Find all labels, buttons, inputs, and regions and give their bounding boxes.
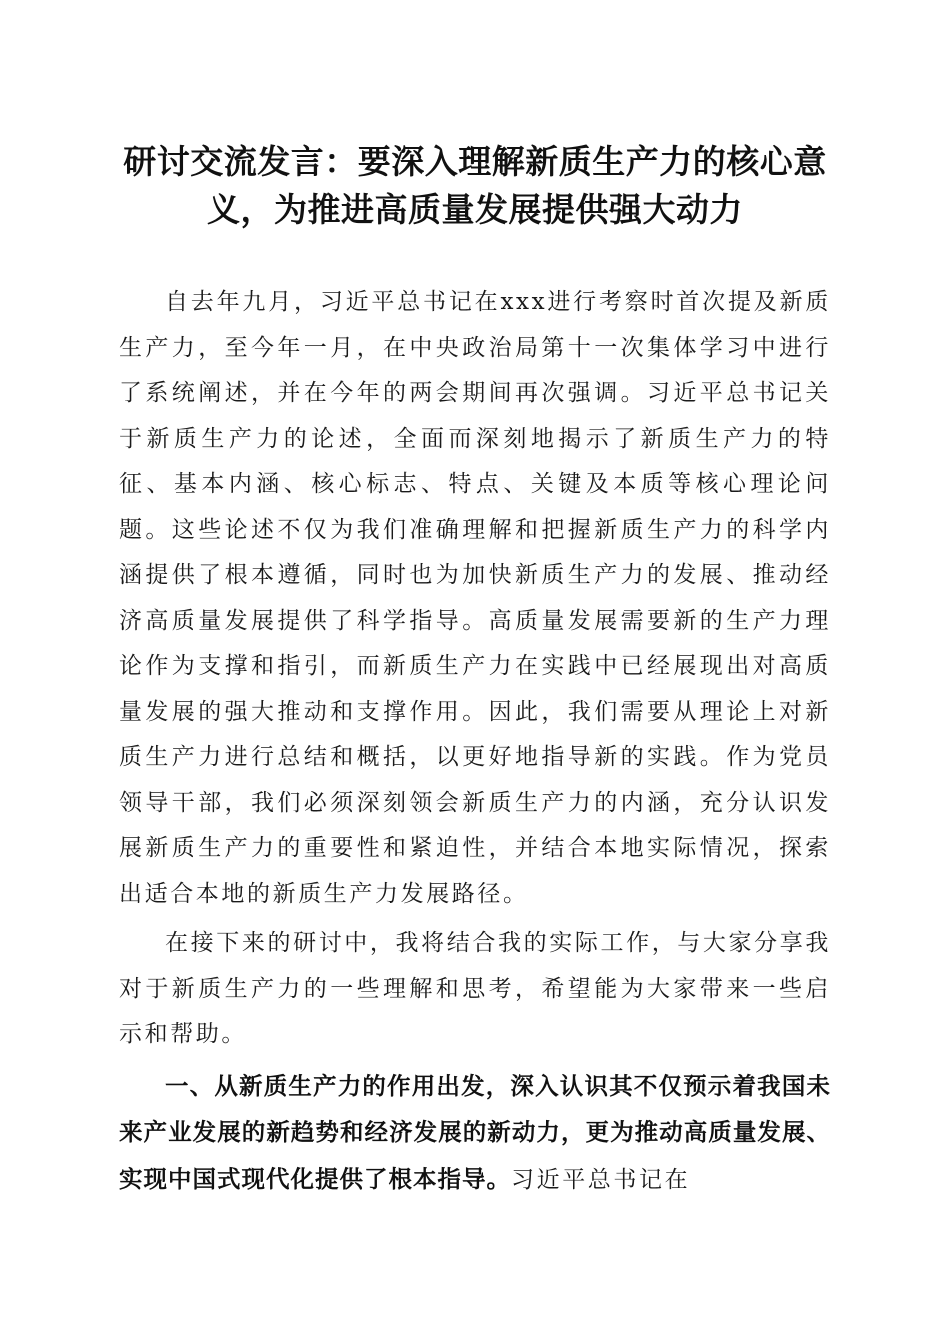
document-body bbox=[119, 280, 831, 1205]
paragraph-intro: 自去年九月，习近平总书记在xxx进行考察时首次提及新质生产力，至今年一月，在中央政治局第十一次集体学习中进行了系统阐述，并在今年的两会期间再次强调。习近平总书记关于新质生产力的论述，全面而深刻地揭示了新质生产力的特征、基本内涵、核心标志、特点、关键及本质等核心理论问题。这些论述不仅为我们准确理解和把握新质生产力的科学内涵提供了根本遵循，同时也为加快新质生产力的发展、推动经济高质量发展提供了科学指导。高质量发展需要新的生产力理论作为支撑和指引，而新质生产力在实践中已经展现出对高质量发展的强大推动和支撑作用。因此，我们需要从理论上对新质生产力进行总结和概括，以更好地指导新的实践。作为党员领导干部，我们必须深刻领会新质生产力的内涵，充分认识发展新质生产力的重要性和紧迫性，并结合本地实际情况，探索出适合本地的新质生产力发展路径。 bbox=[119, 289, 831, 907]
section-one-continuation: 习近平总书记在 bbox=[511, 1166, 691, 1193]
section-one-heading: 一、从新质生产力的作用出发，深入认识其不仅预示着我国未来产业发展的新趋势和经济发展的新动力，更为推动高质量发展、实现中国式现代化提供了根本指导。 bbox=[119, 1071, 831, 1193]
paragraph-preview: 在接下来的研讨中，我将结合我的实际工作，与大家分享我对于新质生产力的一些理解和思考，希望能为大家带来一些启示和帮助。 bbox=[119, 930, 831, 1047]
section-one-paragraph bbox=[119, 1064, 831, 1204]
document-title: 研讨交流发言：要深入理解新质生产力的核心意义，为推进高质量发展提供强大动力 bbox=[123, 142, 827, 229]
